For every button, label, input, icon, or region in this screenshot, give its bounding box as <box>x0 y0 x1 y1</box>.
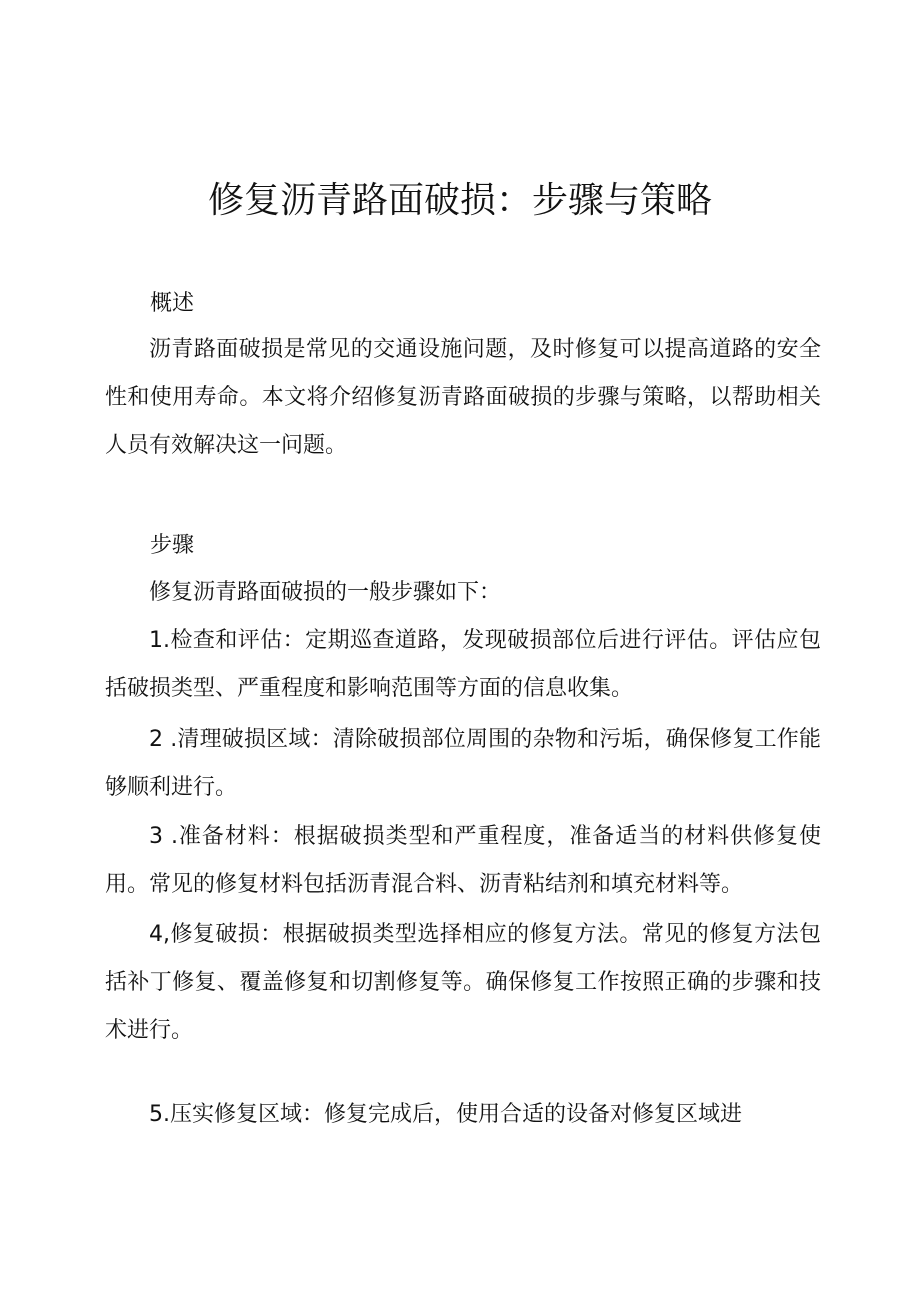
step-2-paragraph: 2 .清理破损区域：清除破损部位周围的杂物和污垢，确保修复工作能够顺利进行。 <box>105 727 821 800</box>
steps-intro-paragraph: 修复沥青路面破损的一般步骤如下： <box>149 580 502 605</box>
section-heading-overview: 概述 <box>150 291 195 316</box>
step-1-paragraph: 1.检查和评估：定期巡查道路，发现破损部位后进行评估。评估应包括破损类型、严重程度和影响范围等方面的信息收集。 <box>105 628 821 701</box>
section-heading-steps: 步骤 <box>150 533 195 558</box>
step-5-paragraph: 5.压实修复区域：修复完成后，使用合适的设备对修复区域进 <box>149 1102 742 1127</box>
step-4-paragraph: 4,修复破损：根据破损类型选择相应的修复方法。常见的修复方法包括补丁修复、覆盖修复和切割修复等。确保修复工作按照正确的步骤和技术进行。 <box>105 922 821 1043</box>
step-3-paragraph: 3 .准备材料：根据破损类型和严重程度，准备适当的材料供修复使用。常见的修复材料包括沥青混合料、沥青粘结剂和填充材料等。 <box>105 824 821 897</box>
document-title: 修复沥青路面破损：步骤与策略 <box>207 180 712 221</box>
overview-paragraph: 沥青路面破损是常见的交通设施问题，及时修复可以提高道路的安全性和使用寿命。本文将介绍修复沥青路面破损的步骤与策略，以帮助相关人员有效解决这一问题。 <box>105 337 821 458</box>
